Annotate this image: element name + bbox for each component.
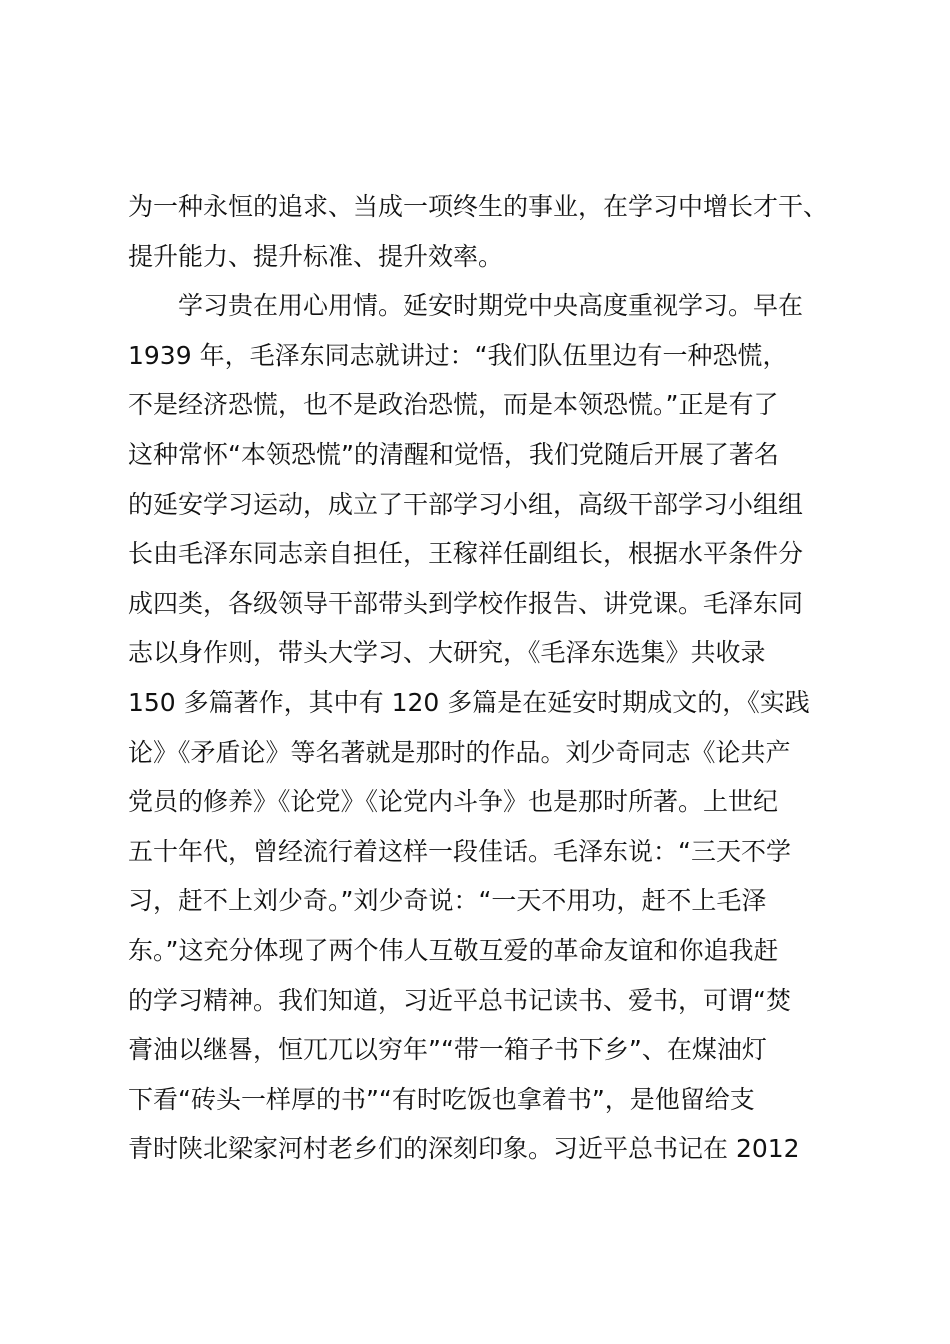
text-line: 党员的修养》《论党》《论党内斗争》也是那时所著。上世纪 [128, 787, 779, 817]
text-line: 东。”这充分体现了两个伟人互敬互爱的革命友谊和你追我赶 [128, 935, 779, 965]
text-line: 的学习精神。我们知道，习近平总书记读书、爱书，可谓“焚 [128, 985, 791, 1015]
text-line: 这种常怀“本领恐慌”的清醒和觉悟，我们党随后开展了著名 [128, 439, 779, 469]
text-line: 为一种永恒的追求、当成一项终生的事业，在学习中增长才干、 [128, 192, 829, 221]
text-line: 五十年代，曾经流行着这样一段佳话。毛泽东说：“三天不学 [128, 836, 791, 866]
text-line: 论》《矛盾论》等名著就是那时的作品。刘少奇同志《论共产 [128, 737, 791, 767]
text-line: 习，赶不上刘少奇。”刘少奇说：“一天不用功，赶不上毛泽 [128, 886, 767, 916]
text-line: 青时陕北梁家河村老乡们的深刻印象。习近平总书记在 2012 [128, 1134, 800, 1164]
text-line: 志以身作则，带头大学习、大研究，《毛泽东选集》共收录 [128, 638, 766, 668]
text-line: 的延安学习运动，成立了干部学习小组，高级干部学习小组组 [128, 489, 804, 519]
text-line: 提升能力、提升标准、提升效率。 [128, 241, 504, 271]
body-text [128, 182, 848, 1174]
text-line: 1939 年，毛泽东同志就讲过：“我们队伍里边有一种恐慌， [128, 340, 788, 370]
paragraph-first-line: 学习贵在用心用情。延安时期党中央高度重视学习。早在 [178, 291, 804, 321]
text-line: 150 多篇著作，其中有 120 多篇是在延安时期成文的，《实践 [128, 687, 810, 717]
text-line: 成四类，各级领导干部带头到学校作报告、讲党课。毛泽东同 [128, 588, 804, 618]
text-line: 下看“砖头一样厚的书”“有时吃饭也拿着书”，是他留给支 [128, 1084, 755, 1114]
text-line: 膏油以继晷，恒兀兀以穷年”“带一箱子书下乡”、在煤油灯 [128, 1035, 767, 1065]
text-line: 长由毛泽东同志亲自担任，王稼祥任副组长，根据水平条件分 [128, 539, 804, 569]
text-line: 不是经济恐慌，也不是政治恐慌，而是本领恐慌。”正是有了 [128, 390, 779, 420]
